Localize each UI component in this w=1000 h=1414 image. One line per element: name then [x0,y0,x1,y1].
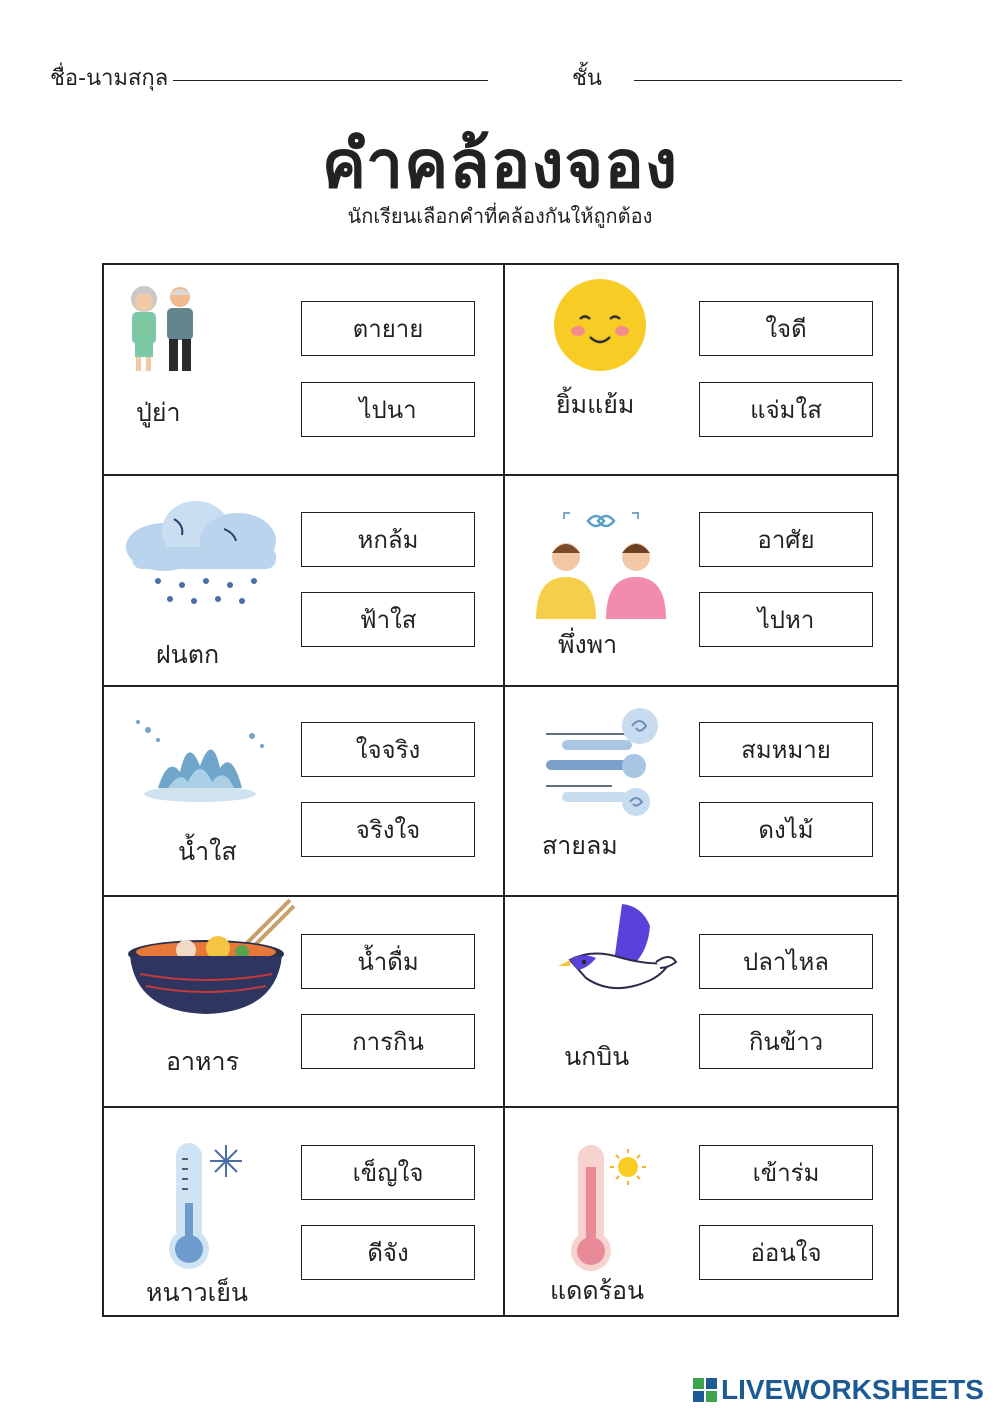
noodle-bowl-picture [126,896,296,1020]
rain-cloud-picture [124,495,280,607]
answer-option[interactable]: ปลาไหล [699,934,873,989]
prompt-word: อาหาร [166,1047,239,1076]
two-people-picture [532,511,670,619]
exercise-cell-7 [104,896,502,1106]
exercise-cell-6 [504,686,902,896]
answer-option[interactable]: ตายาย [301,301,475,356]
liveworksheets-icon [693,1378,717,1402]
answer-option[interactable]: อาศัย [699,512,873,567]
answer-option[interactable]: การกิน [301,1014,475,1069]
answer-option[interactable]: อ่อนใจ [699,1225,873,1280]
exercise-cell-5 [104,686,502,896]
prompt-word: พึ่งพา [558,630,618,659]
brand-name: LIVEWORKSHEETS [721,1374,984,1405]
bird-picture [552,896,678,1006]
prompt-word: สายลม [542,831,618,860]
page-subtitle: นักเรียนเลือกคำที่คล้องกันให้ถูกต้อง [347,204,653,228]
answer-option[interactable]: ฟ้าใส [301,592,475,647]
answer-option[interactable]: สมหมาย [699,722,873,777]
wind-picture [542,704,660,822]
exercise-cell-2 [504,265,902,475]
page-title: คำคล้องจอง [321,126,679,203]
exercise-cell-1 [104,265,502,475]
answer-option[interactable]: ใจดี [699,301,873,356]
exercise-cell-3 [104,475,502,685]
answer-option[interactable]: หกล้ม [301,512,475,567]
answer-option[interactable]: ไปนา [301,382,475,437]
exercise-cell-8 [504,896,902,1106]
grandparents-picture [122,275,206,375]
answer-option[interactable]: จริงใจ [301,802,475,857]
class-label: ชั้น [572,66,602,91]
prompt-word: ปู่ย่า [136,398,181,427]
exercise-cell-9 [104,1107,502,1317]
prompt-word: นกบิน [564,1042,630,1071]
prompt-word: น้ำใส [178,837,237,866]
hot-thermometer-picture [568,1141,656,1275]
water-splash-picture [128,716,272,806]
name-line[interactable] [173,80,488,81]
name-label: ชื่อ-นามสกุล [50,66,169,91]
exercise-cell-4 [504,475,902,685]
answer-option[interactable]: กินข้าว [699,1014,873,1069]
prompt-word: ยิ้มแย้ม [556,390,635,419]
answer-option[interactable]: น้ำดื่ม [301,934,475,989]
prompt-word: ฝนตก [156,640,220,669]
prompt-word: แดดร้อน [550,1276,645,1305]
prompt-word: หนาวเย็น [146,1278,248,1307]
class-line[interactable] [634,80,902,81]
answer-option[interactable]: ดีจัง [301,1225,475,1280]
answer-option[interactable]: ไปหา [699,592,873,647]
smiling-face-picture [552,277,648,373]
answer-option[interactable]: ดงไม้ [699,802,873,857]
cold-thermometer-picture [164,1139,248,1273]
answer-option[interactable]: เข็ญใจ [301,1145,475,1200]
answer-option[interactable]: เข้าร่ม [699,1145,873,1200]
exercise-grid [102,263,899,1317]
exercise-cell-10 [504,1107,902,1317]
answer-option[interactable]: แจ่มใส [699,382,873,437]
answer-option[interactable]: ใจจริง [301,722,475,777]
liveworksheets-logo[interactable] [693,1374,984,1406]
